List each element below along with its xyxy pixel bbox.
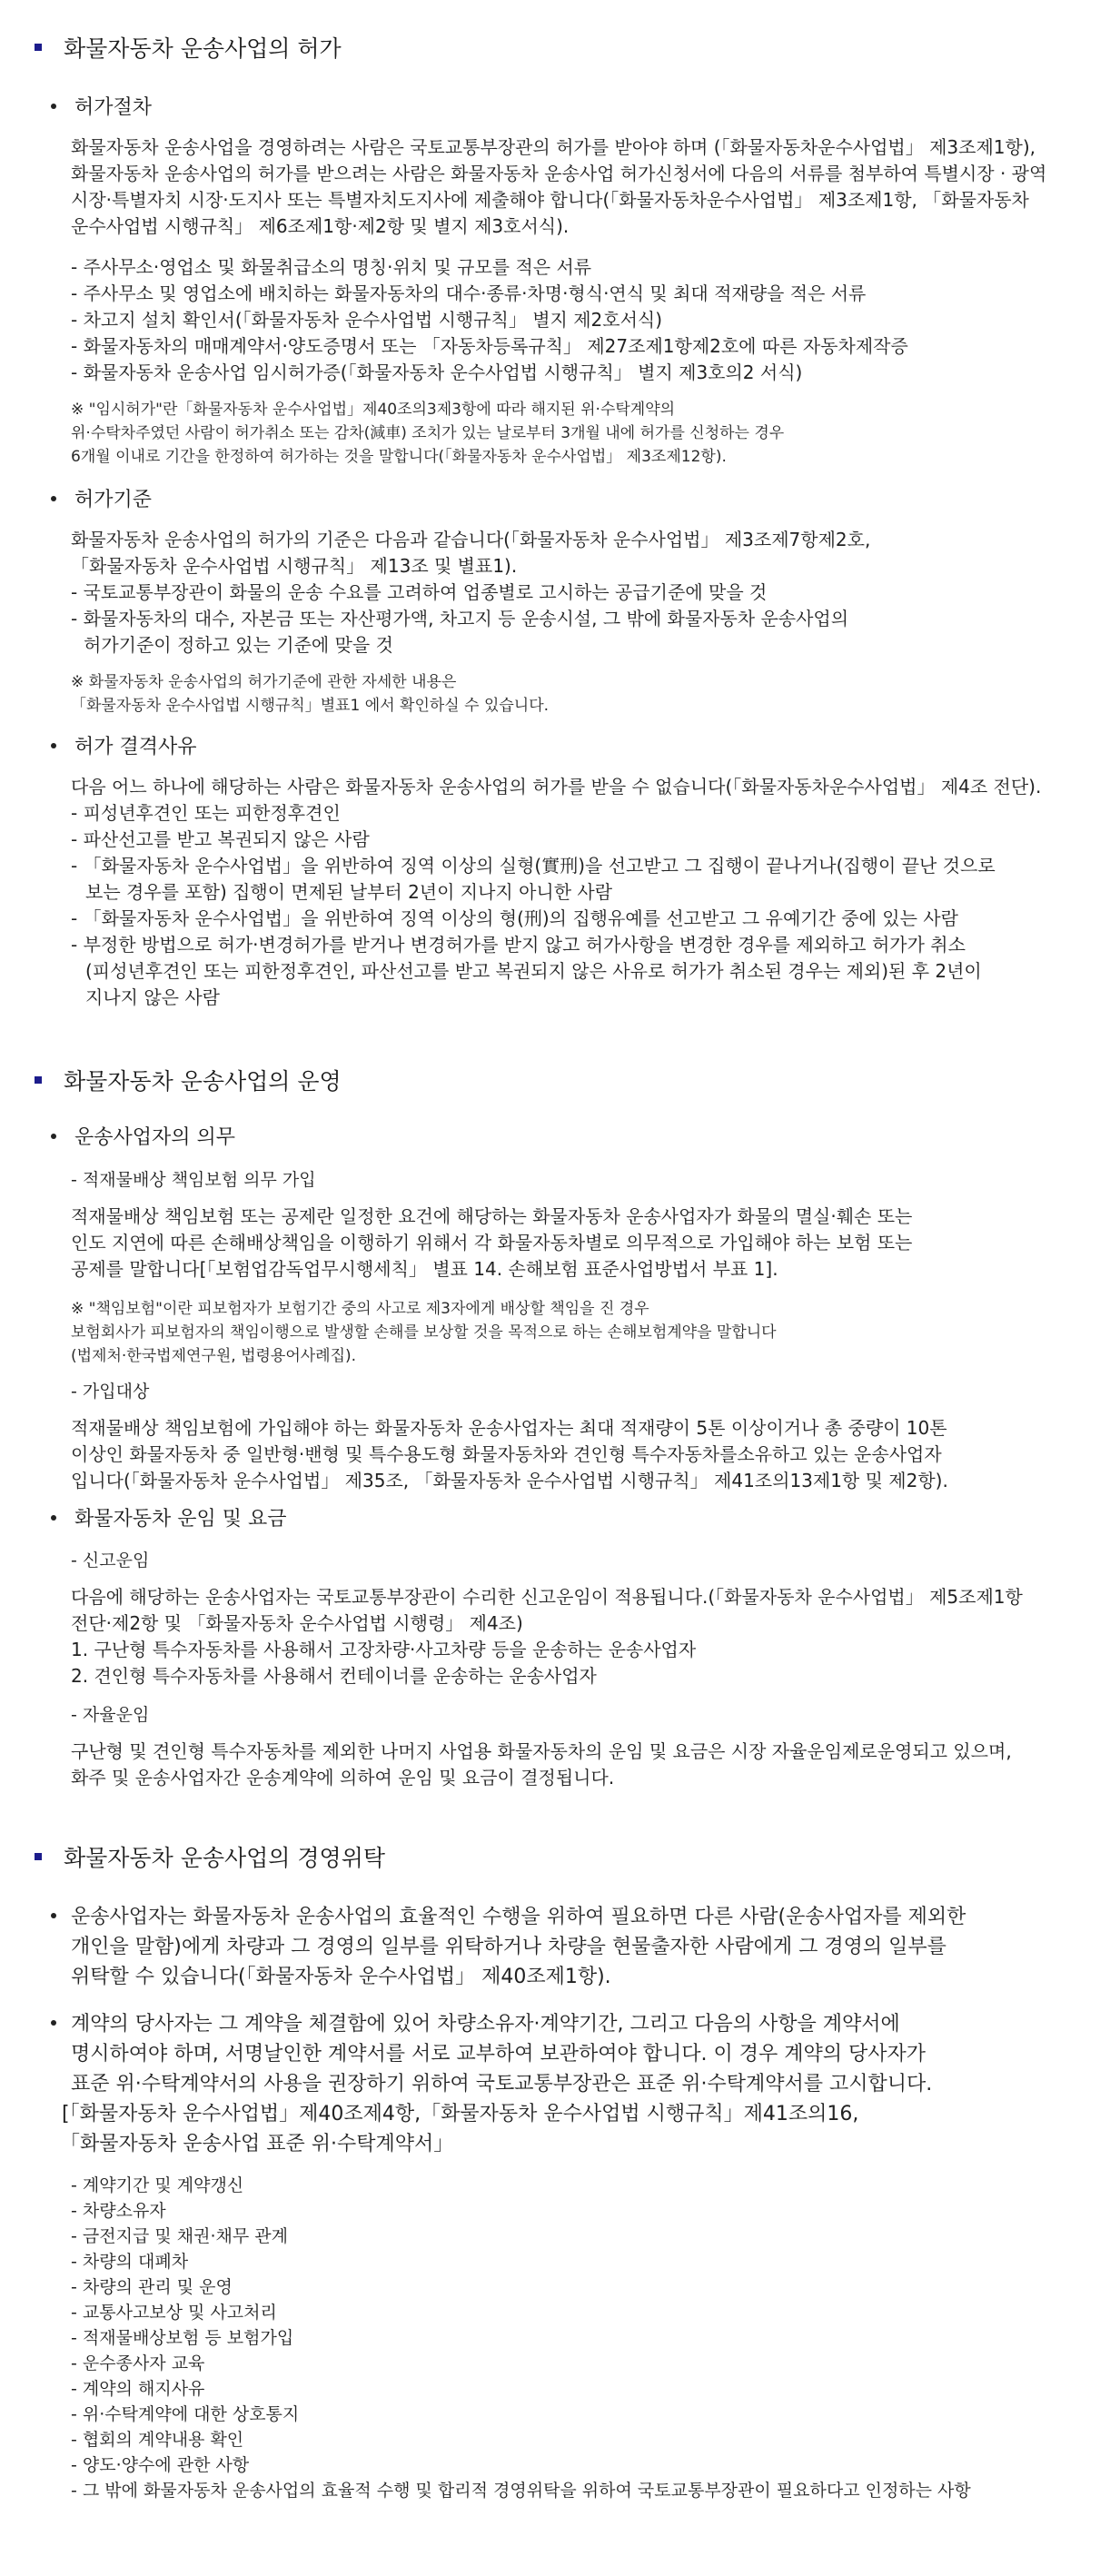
list-item: - 주사무소 및 영업소에 배치하는 화물자동차의 대수·종류·차명·형식·연식 및 최대 적재량을 적은 서류 [71,282,867,304]
contract-items-list [71,2173,971,2503]
list-item: - 협회의 계약내용 확인 [71,2430,244,2450]
bullet-dot-icon [51,496,56,501]
reported-fare-heading: - 신고운임 [71,1551,150,1570]
section-3-title: 화물자동차 운송사업의 경영위탁 [35,1844,385,1873]
list-item: - 차고지 설치 확인서(「화물자동차 운수사업법 시행규칙」 별지 제2호서식) [71,309,663,331]
permit-criteria-paragraph: 화물자동차 운송사업의 허가의 기준은 다음과 같습니다(「화물자동차 운수사업법」 제3조제7항제2호, 「화물자동차 운수사업법 시행규칙」 제13조 및 별표1). - 국토교통부장관이 화물의 운송 수요를 고려하여 업종별로 고시하는 공급기준에 맞을 것 - 화물자동차의 대수, 자본금 또는 자산평가액, 차고지 등 운송시설, 그 밖에 화물자동차 운송사업의 허가기준이 정하고 있는 기준에 맞을 것 [71,529,871,656]
permit-procedure-paragraph: 화물자동차 운송사업을 경영하려는 사람은 국토교통부장관의 허가를 받아야 하며 (「화물자동차운수사업법」 제3조제1항), 화물자동차 운송사업의 허가를 받으려는 사람은 화물자동차 운송사업 허가신청서에 다음의 서류를 첨부하여 특별시장 · 광역 시장·특별자치 시장·도지사 또는 특별자치도지사에 제출해야 합니다(「화물자동차운수사업법」 제3조제1항, 「화물자동차 운수사업법 시행규칙」 제6조제1항·제2항 및 별지 제3호서식). [71,136,1047,237]
autonomous-fare-heading: - 자율운임 [71,1705,150,1725]
sub-heading-carrier-obligations: 운송사업자의 의무 [51,1125,235,1152]
sub-heading-freight-rates: 화물자동차 운임 및 요금 [51,1506,287,1533]
list-item: - 화물자동차의 매매계약서·양도증명서 또는 「자동차등록규칙」 제27조제1항제2호에 따른 자동차제작증 [71,335,908,357]
disqualification-list: 다음 어느 하나에 해당하는 사람은 화물자동차 운송사업의 허가를 받을 수 없습니다(「화물자동차운수사업법」 제4조 전단). - 피성년후견인 또는 피한정후견인 - 파산선고를 받고 복권되지 않은 사람 - 「화물자동차 운수사업법」을 위반하여 징역 이상의 실형(實刑)을 선고받고 그 집행이 끝나거나(집행이 끝난 것으로 보는 경우를 포함) 집행이 면제된 날부터 2년이 지나지 아니한 사람 - 「화물자동차 운수사업법」을 위반하여 징역 이상의 형(刑)의 집행유예를 선고받고 그 유예기간 중에 있는 사람 - 부정한 방법으로 허가·변경허가를 받거나 변경허가를 받지 않고 허가사항을 변경한 경우를 제외하고 허가가 취소 (피성년후견인 또는 피한정후견인, 파산선고를 받고 복권되지 않은 사유로 허가가 취소된 경우는 제외)된 후 2년이 지나지 않은 사람 [71,776,1042,1008]
enrollment-target-heading: - 가입대상 [71,1382,150,1402]
list-item: - 금전지급 및 채권·채무 관계 [71,2226,288,2246]
section-1-title [35,35,342,64]
square-bullet-icon [35,1853,42,1860]
section-1-title-text: 화물자동차 운송사업의 허가 [64,35,342,62]
list-item: - 적재물배상보험 등 보험가입 [71,2328,294,2348]
bullet-dot-icon [51,1515,56,1521]
list-item: - 차량의 대폐차 [71,2252,189,2272]
management-consignment-item-2: 계약의 당사자는 그 계약을 체결함에 있어 차량소유자·계약기간, 그리고 다음의 사항을 계약서에 명시하여야 하며, 서명날인한 계약서를 서로 교부하여 보관하여야 합니다. 이 경우 계약의 당사자가 표준 위·수탁계약서의 사용을 권장하기 위하여 국토교통부장관은 표준 위·수탁계약서를 고시합니다. [「화물자동차 운수사업법」제40조제4항,「화물자동차 운수사업법 시행규칙」제41조의16, 「화물자동차 운송사업 표준 위·수탁계약서」 [51,2009,932,2159]
bullet-dot-icon [51,104,56,109]
required-documents-list [71,254,908,386]
management-consignment-item-1: 운송사업자는 화물자동차 운송사업의 효율적인 수행을 위하여 필요하면 다른 사람(운송사업자를 제외한 개인을 말함)에게 차량과 그 경영의 일부를 위탁하거나 차량을 현물출자한 사람에게 그 경영의 일부를 위탁할 수 있습니다(「화물자동차 운수사업법」 제40조제1항). [51,1902,966,1992]
sub-heading-disqualification: 허가 결격사유 [51,734,197,761]
list-item: - 부정한 방법으로 허가·변경허가를 받거나 변경허가를 받지 않고 허가사항을 변경한 경우를 제외하고 허가가 취소 [71,934,966,956]
bullet-dot-icon [51,743,56,748]
list-item: - 차량소유자 [71,2201,166,2221]
list-item: - 계약의 해지사유 [71,2379,205,2399]
autonomous-fare-paragraph: 구난형 및 견인형 특수자동차를 제외한 나머지 사업용 화물자동차의 운임 및 요금은 시장 자율운임제로운영되고 있으며, 화주 및 운송사업자간 운송계약에 의하여 운임 및 요금이 결정됩니다. [71,1740,1012,1788]
bullet-dot-icon [51,2020,56,2026]
sub-heading-permit-procedure: 허가절차 [51,94,152,122]
section-2-title: 화물자동차 운송사업의 운영 [35,1067,342,1096]
list-item: - 차량의 관리 및 운영 [71,2277,233,2297]
list-item: - 위·수탁계약에 대한 상호통지 [71,2404,300,2424]
liability-insurance-heading: - 적재물배상 책임보험 의무 가입 [71,1170,316,1190]
list-item: - 운수종사자 교육 [71,2353,205,2373]
sub-heading-permit-criteria: 허가기준 [51,487,152,514]
square-bullet-icon [35,1076,42,1084]
reported-fare-paragraph: 다음에 해당하는 운송사업자는 국토교통부장관이 수리한 신고운임이 적용됩니다.(「화물자동차 운수사업법」 제5조제1항 전단·제2항 및 「화물자동차 운수사업법 시행령」 제4조) 1. 구난형 특수자동차를 사용해서 고장차량·사고차량 등을 운송하는 운송사업자 2. 견인형 특수자동차를 사용해서 컨테이너를 운송하는 운송사업자 [71,1586,1023,1687]
list-item: - 주사무소·영업소 및 화물취급소의 명칭·위치 및 규모를 적은 서류 [71,256,592,278]
liability-insurance-paragraph: 적재물배상 책임보험 또는 공제란 일정한 요건에 해당하는 화물자동차 운송사업자가 화물의 멸실·훼손 또는 인도 지연에 따른 손해배상책임을 이행하기 위해서 각 화물자동차별로 의무적으로 가입해야 하는 보험 또는 공제를 말합니다[「보험업감독업무시행세칙」 별표 14. 손해보험 표준사업방법서 부표 1]. [71,1205,913,1280]
list-item: - 그 밖에 화물자동차 운송사업의 효율적 수행 및 합리적 경영위탁을 위하여 국토교통부장관이 필요하다고 인정하는 사항 [71,2481,971,2501]
list-item: - 피성년후견인 또는 피한정후견인 [71,802,341,824]
permit-criteria-note: ※ 화물자동차 운송사업의 허가기준에 관한 자세한 내용은 「화물자동차 운수사업법 시행규칙」별표1 에서 확인하실 수 있습니다. [71,673,550,715]
liability-insurance-note: ※ "책임보험"이란 피보험자가 보험기간 중의 사고로 제3자에게 배상할 책임을 진 경우 보험회사가 피보험자의 책임이행으로 발생할 손해를 보상할 것을 목적으로 하는 손해보험계약을 말합니다 (법제처·한국법제연구원, 법령용어사례집). [71,1300,777,1365]
square-bullet-icon [35,44,42,51]
enrollment-target-paragraph: 적재물배상 책임보험에 가입해야 하는 화물자동차 운송사업자는 최대 적재량이 5톤 이상이거나 총 중량이 10톤 이상인 화물자동차 중 일반형·밴형 및 특수용도형 화물자동차와 견인형 특수자동차를소유하고 있는 운송사업자 입니다(「화물자동차 운수사업법」 제35조, 「화물자동차 운수사업법 시행규칙」 제41조의13제1항 및 제2항). [71,1417,948,1491]
list-item: - 파산선고를 받고 복권되지 않은 사람 [71,828,370,850]
list-item: - 계약기간 및 계약갱신 [71,2175,244,2195]
bullet-dot-icon [51,1913,56,1918]
bullet-dot-icon [51,1134,56,1139]
list-item: - 「화물자동차 운수사업법」을 위반하여 징역 이상의 형(刑)의 집행유예를 선고받고 그 유예기간 중에 있는 사람 [71,907,958,929]
temporary-permit-note: ※ "임시허가"란「화물자동차 운수사업법」제40조의3제3항에 따라 해지된 위·수탁계약의 위·수탁차주였던 사람이 허가취소 또는 감차(減車) 조치가 있는 날로부터 3개월 내에 허가를 신청하는 경우 6개월 이내로 기간을 한정하여 허가하는 것을 말합니다(「화물자동차 운수사업법」 제3조제12항). [71,401,785,466]
list-item: - 화물자동차 운송사업 임시허가증(「화물자동차 운수사업법 시행규칙」 별지 제3호의2 서식) [71,362,803,383]
list-item: - 교통사고보상 및 사고처리 [71,2303,277,2323]
list-item: - 양도·양수에 관한 사항 [71,2455,250,2475]
list-item: - 「화물자동차 운수사업법」을 위반하여 징역 이상의 실형(實刑)을 선고받고 그 집행이 끝나거나(집행이 끝난 것으로 [71,855,996,877]
